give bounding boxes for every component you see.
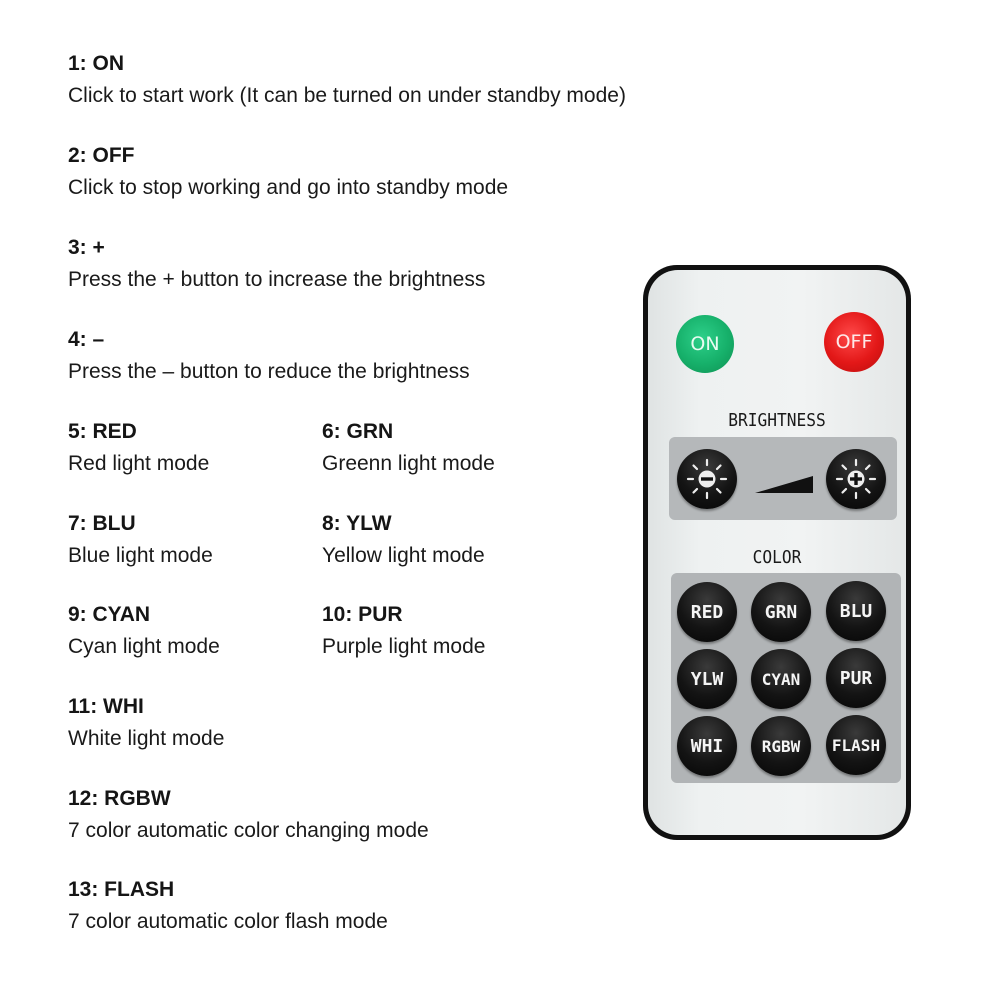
brightness-ramp-icon [755, 476, 813, 493]
yellow-button[interactable]: YLW [677, 649, 737, 709]
instruction-2 [68, 143, 508, 201]
color-label: COLOR [752, 547, 802, 568]
brightness-label: BRIGHTNESS [728, 410, 826, 431]
brightness-panel [669, 437, 897, 520]
blue-button[interactable]: BLU [826, 581, 886, 641]
instruction-5 [68, 419, 209, 477]
sun-plus-icon [834, 457, 878, 501]
green-button[interactable]: GRN [751, 582, 811, 642]
remote-face [648, 270, 906, 835]
purple-button[interactable]: PUR [826, 648, 886, 708]
instruction-title: 1: ON [68, 52, 125, 75]
remote-control [643, 265, 911, 840]
instruction-1 [68, 51, 626, 109]
instruction-title: 13: FLASH [68, 878, 175, 901]
instruction-desc: 7 color automatic color flash mode [68, 910, 388, 933]
instruction-8 [322, 511, 485, 569]
instruction-13 [68, 877, 388, 935]
instruction-desc: Blue light mode [68, 544, 213, 567]
instruction-desc: Click to stop working and go into standby mode [68, 176, 509, 199]
flash-button[interactable]: FLASH [826, 715, 886, 775]
instruction-4 [68, 327, 470, 385]
instruction-title: 2: OFF [68, 144, 135, 167]
instruction-7 [68, 511, 213, 569]
instruction-desc: Cyan light mode [68, 635, 220, 658]
instruction-desc: Press the + button to increase the brightness [68, 268, 486, 291]
instruction-title: 11: WHI [68, 695, 144, 718]
on-button[interactable]: ON [676, 315, 734, 373]
instruction-desc: 7 color automatic color changing mode [68, 819, 429, 842]
rgbw-button[interactable]: RGBW [751, 716, 811, 776]
instruction-12 [68, 786, 429, 844]
instruction-desc: Purple light mode [322, 635, 486, 658]
instruction-title: 3: + [68, 236, 105, 259]
instruction-title: 7: BLU [68, 512, 136, 535]
instruction-desc: Press the – button to reduce the brightness [68, 360, 470, 383]
off-button[interactable]: OFF [824, 312, 884, 372]
instruction-9 [68, 602, 220, 660]
instruction-3 [68, 235, 485, 293]
brightness-down-button[interactable] [677, 449, 737, 509]
instruction-10 [322, 602, 485, 660]
color-panel [671, 573, 901, 783]
instruction-desc: White light mode [68, 727, 225, 750]
instruction-desc: Click to start work (It can be turned on under standby mode) [68, 84, 626, 107]
instruction-title: 10: PUR [322, 603, 403, 626]
instruction-title: 12: RGBW [68, 787, 171, 810]
instruction-title: 5: RED [68, 420, 137, 443]
instruction-desc: Red light mode [68, 452, 210, 475]
instruction-11 [68, 694, 224, 752]
instruction-desc: Yellow light mode [322, 544, 485, 567]
cyan-button[interactable]: CYAN [751, 649, 811, 709]
instruction-title: 8: YLW [322, 512, 392, 535]
instruction-6 [322, 419, 495, 477]
brightness-up-button[interactable] [826, 449, 886, 509]
instruction-desc: Greenn light mode [322, 452, 495, 475]
white-button[interactable]: WHI [677, 716, 737, 776]
instruction-title: 9: CYAN [68, 603, 151, 626]
instruction-title: 6: GRN [322, 420, 394, 443]
red-button[interactable]: RED [677, 582, 737, 642]
sun-minus-icon [685, 457, 729, 501]
instruction-title: 4: – [68, 328, 105, 351]
